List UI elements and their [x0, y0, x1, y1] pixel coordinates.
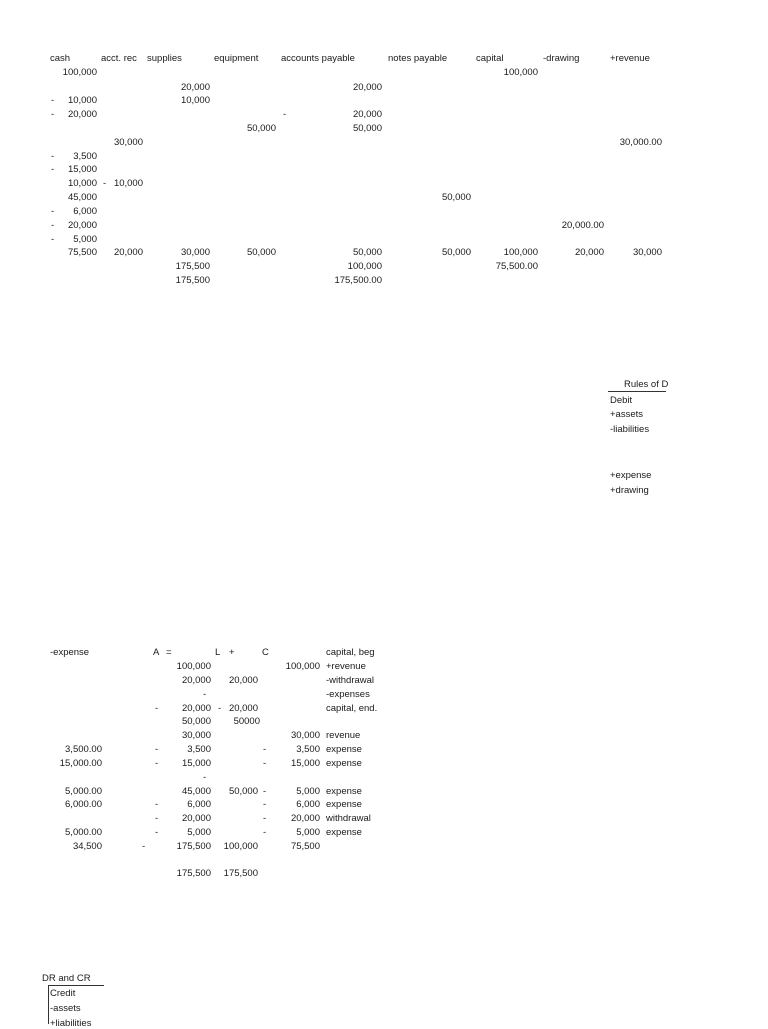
header-capital: C [262, 647, 269, 658]
minus-sign: - [51, 95, 55, 106]
minus-sign: - [51, 164, 55, 175]
rules-title: Rules of D [624, 379, 669, 390]
credit-item: +liabilities [50, 1018, 92, 1029]
cash-cell: 10,000 [67, 178, 97, 189]
drawing-cell: 20,000.00 [561, 220, 604, 231]
revenue-cell: 30,000.00 [619, 137, 662, 148]
header-cash: cash [50, 53, 71, 64]
liabilities-capital-total: 175,500 [223, 868, 258, 879]
minus-sign: - [103, 178, 107, 189]
header-liabilities: L [215, 647, 221, 658]
description-cell: expense [326, 786, 362, 797]
credit-item: -assets [50, 1003, 81, 1014]
capital-cell: 15,000 [290, 758, 320, 769]
description-cell: expense [326, 758, 362, 769]
description-cell: capital, end. [326, 703, 378, 714]
assets-cell: 3,500 [187, 744, 211, 755]
expense-cell: 5,000.00 [65, 827, 102, 838]
minus-sign: - [263, 813, 267, 824]
revenue-total: 30,000 [632, 247, 662, 258]
description-cell: +revenue [326, 661, 366, 672]
supplies-cell: 10,000 [180, 95, 210, 106]
debit-item: +assets [610, 409, 644, 420]
assets-cell: 100,000 [176, 661, 211, 672]
minus-sign: - [51, 206, 55, 217]
assets-cell: 30,000 [181, 730, 211, 741]
notes-payable-total: 50,000 [441, 247, 471, 258]
header-equals: = [166, 647, 172, 658]
drawing-total: 20,000 [574, 247, 604, 258]
assets-cell: 6,000 [187, 799, 211, 810]
minus-sign: - [155, 799, 159, 810]
assets-cell: 20,000 [181, 813, 211, 824]
liabilities-capital-total: 175,500.00 [334, 275, 382, 286]
expense-cell: 5,000.00 [65, 786, 102, 797]
accounts-payable-cell: 20,000 [352, 109, 382, 120]
cash-cell: 10,000 [67, 95, 97, 106]
description-cell: -withdrawal [326, 675, 375, 686]
capital-cell: 20,000 [290, 813, 320, 824]
equipment-cell: 50,000 [246, 123, 276, 134]
liabilities-cell: 20,000 [228, 675, 258, 686]
supplies-total: 30,000 [180, 247, 210, 258]
minus-sign: - [155, 703, 159, 714]
expense-cell: 15,000.00 [59, 758, 102, 769]
header-plus: + [229, 647, 235, 658]
header-accounts-payable: accounts payable [281, 53, 355, 64]
assets-total-check: 175,500 [176, 868, 211, 879]
description-cell: withdrawal [326, 813, 371, 824]
header-supplies: supplies [147, 53, 182, 64]
header-expense: -expense [50, 647, 90, 658]
minus-sign: - [283, 109, 287, 120]
header-notes-payable: notes payable [388, 53, 448, 64]
credit-label: Credit [50, 988, 76, 999]
description-cell: expense [326, 799, 362, 810]
supplies-cell: 20,000 [180, 82, 210, 93]
rules-title-cont: DR and CR [42, 973, 91, 984]
header-capital-beg: capital, beg [326, 647, 375, 658]
debit-item: +expense [610, 470, 652, 481]
acct-rec-cell: 10,000 [113, 178, 143, 189]
description-cell: expense [326, 744, 362, 755]
capital-total: 75,500 [290, 841, 320, 852]
expense-total: 34,500 [72, 841, 102, 852]
cash-cell: 20,000 [67, 220, 97, 231]
description-cell: -expenses [326, 689, 370, 700]
capital-cell: 5,000 [296, 827, 320, 838]
cash-cell: 20,000 [67, 109, 97, 120]
capital-cell: 5,000 [296, 786, 320, 797]
capital-cell: 3,500 [296, 744, 320, 755]
minus-sign: - [263, 786, 267, 797]
assets-cell: 20,000 [181, 675, 211, 686]
debit-label: Debit [610, 395, 633, 406]
minus-sign: - [51, 109, 55, 120]
liabilities-cell: 20,000 [228, 703, 258, 714]
cash-cell: 6,000 [73, 206, 97, 217]
cash-cell: 15,000 [67, 164, 97, 175]
credit-column [48, 986, 105, 1029]
minus-sign: - [51, 220, 55, 231]
assets-cell: 45,000 [181, 786, 211, 797]
rules-title-cont-cell [42, 972, 104, 986]
header-equipment: equipment [214, 53, 259, 64]
assets-cell: 15,000 [181, 758, 211, 769]
header-drawing: -drawing [543, 53, 580, 64]
minus-sign: - [263, 758, 267, 769]
acct-rec-total: 20,000 [113, 247, 143, 258]
expense-cell: 6,000.00 [65, 799, 102, 810]
liabilities-total: 100,000 [223, 841, 258, 852]
capital-cell: 100,000 [285, 661, 320, 672]
capital-end: 75,500.00 [495, 261, 538, 272]
accounts-payable-cell: 20,000 [352, 82, 382, 93]
assets-cell: 5,000 [187, 827, 211, 838]
header-assets: A [153, 647, 160, 658]
liabilities-cell: 50,000 [228, 786, 258, 797]
equipment-total: 50,000 [246, 247, 276, 258]
rules-title-cell [608, 378, 669, 392]
cash-cell: 5,000 [73, 234, 97, 245]
description-cell: revenue [326, 730, 361, 741]
notes-payable-cell: 50,000 [441, 192, 471, 203]
description-cell: expense [326, 827, 362, 838]
minus-sign: - [203, 772, 207, 783]
cash-cell: 100,000 [62, 67, 97, 78]
minus-sign: - [263, 827, 267, 838]
minus-sign: - [51, 151, 55, 162]
minus-sign: - [155, 813, 159, 824]
accounts-payable-cell: 50,000 [352, 123, 382, 134]
header-acct-rec: acct. rec [101, 53, 137, 64]
assets-total: 175,500 [176, 841, 211, 852]
acct-rec-cell: 30,000 [113, 137, 143, 148]
minus-sign: - [263, 799, 267, 810]
minus-sign: - [155, 758, 159, 769]
cash-cell: 45,000 [67, 192, 97, 203]
debit-item: +drawing [610, 485, 649, 496]
accounts-payable-total: 50,000 [352, 247, 382, 258]
capital-cell: 6,000 [296, 799, 320, 810]
debit-item: -liabilities [610, 424, 650, 435]
assets-cell: 50,000 [181, 716, 211, 727]
header-revenue: +revenue [610, 53, 650, 64]
liabilities-total: 100,000 [347, 261, 382, 272]
minus-sign: - [203, 689, 207, 700]
cash-cell: 3,500 [73, 151, 97, 162]
minus-sign: - [51, 234, 55, 245]
cash-total: 75,500 [67, 247, 97, 258]
header-capital: capital [476, 53, 504, 64]
capital-cell: 30,000 [290, 730, 320, 741]
assets-cell: 20,000 [181, 703, 211, 714]
capital-total: 100,000 [503, 247, 538, 258]
minus-sign: - [142, 841, 146, 852]
capital-cell: 100,000 [503, 67, 538, 78]
minus-sign: - [218, 703, 222, 714]
liabilities-cell: 50000 [233, 716, 260, 727]
expense-cell: 3,500.00 [65, 744, 102, 755]
minus-sign: - [155, 827, 159, 838]
minus-sign: - [155, 744, 159, 755]
assets-total-check: 175,500 [175, 275, 210, 286]
assets-total: 175,500 [175, 261, 210, 272]
minus-sign: - [263, 744, 267, 755]
